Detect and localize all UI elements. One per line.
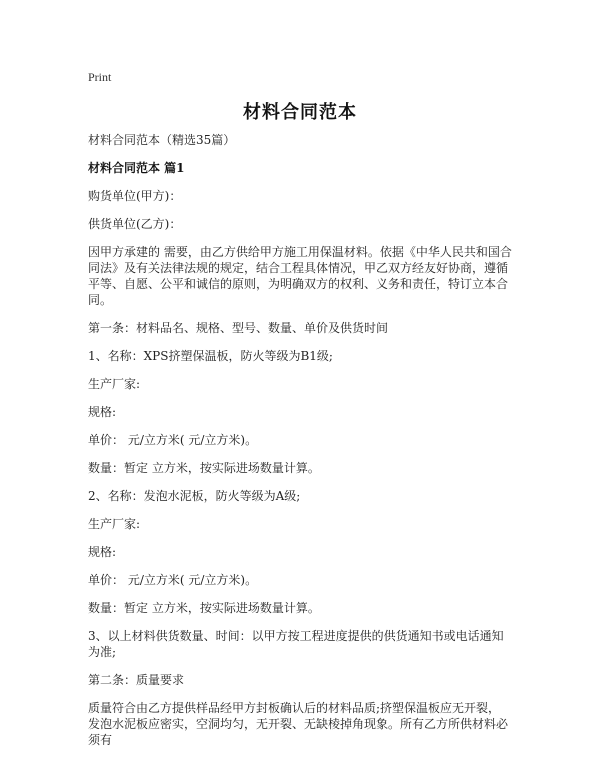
item-2-quantity: 数量：暂定 立方米，按实际进场数量计算。	[88, 601, 320, 615]
paragraph-intro: 因甲方承建的 需要，由乙方供给甲方施工用保温材料。依据《中华人民共和国合同法》及有关法律法规的规定，结合工程具体情况，甲乙双方经友好协商，遵循平等、自愿、公平和诚信的原则，为明确双方的权利、义务和责任，特订立本合同。	[88, 245, 512, 307]
print-link[interactable]: Print	[88, 70, 112, 84]
document-subtitle: 材料合同范本（精选35篇）	[88, 133, 236, 147]
clause-1-heading: 第一条：材料品名、规格、型号、数量、单价及供货时间	[88, 321, 389, 335]
item-2-spec: 规格:	[88, 545, 117, 559]
item-1-spec: 规格:	[88, 405, 117, 419]
item-3-delivery: 3、以上材料供货数量、时间：以甲方按工程进度提供的供货通知书或电话通知为准;	[88, 629, 504, 659]
item-1-name: 1、名称：XPS挤塑保温板，防火等级为B1级;	[88, 349, 333, 363]
clause-2-heading: 第二条：质量要求	[88, 673, 185, 687]
item-2-manufacturer: 生产厂家:	[88, 517, 141, 531]
clause-2-text: 质量符合由乙方提供样品经甲方封板确认后的材料品质;挤塑保温板应无开裂，发泡水泥板应密实，空洞均匀，无开裂、无缺棱掉角现象。所有乙方所供材料必须有	[88, 701, 509, 747]
document-title: 材料合同范本	[243, 102, 357, 123]
item-1-quantity: 数量：暂定 立方米，按实际进场数量计算。	[88, 461, 320, 475]
paragraph-supplier: 供货单位(乙方)：	[88, 217, 182, 231]
section-heading: 材料合同范本 篇1	[88, 161, 185, 175]
document-body	[88, 132, 512, 757]
item-1-manufacturer: 生产厂家:	[88, 377, 141, 391]
item-2-name: 2、名称：发泡水泥板，防火等级为A级;	[88, 489, 301, 503]
item-1-price: 单价： 元/立方米( 元/立方米)。	[88, 433, 258, 447]
paragraph-buyer: 购货单位(甲方)：	[88, 189, 182, 203]
item-2-price: 单价： 元/立方米( 元/立方米)。	[88, 573, 258, 587]
